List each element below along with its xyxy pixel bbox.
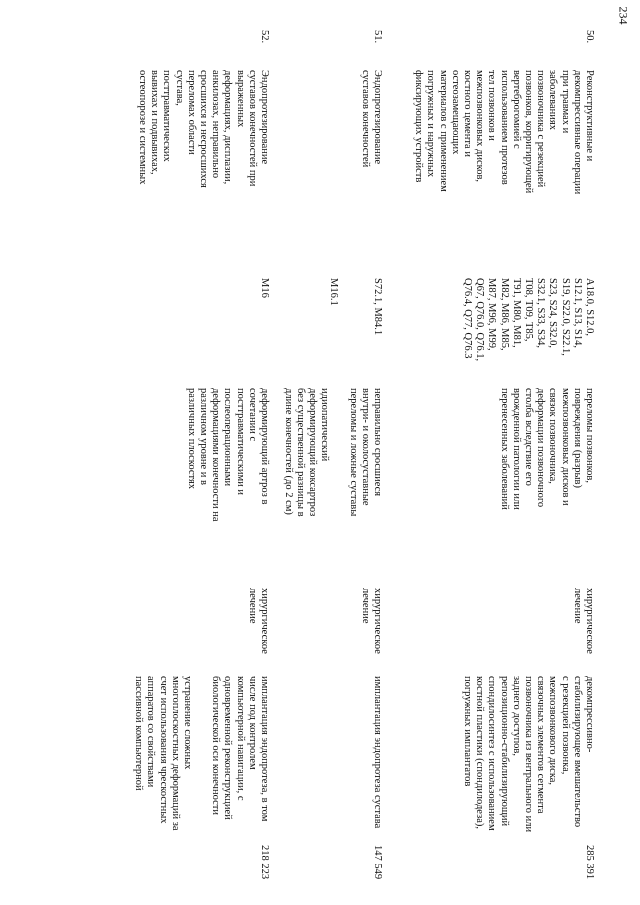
text-line: компьютерной навигации, с [234, 676, 246, 801]
text-line: остеозамещающих [449, 70, 461, 155]
text-line: использованием протезов [498, 70, 510, 185]
text-line: аппаратов со свойствами [145, 676, 157, 788]
patient-model [185, 388, 270, 578]
text-line: идиопатический [319, 388, 331, 462]
text-line: различном уровне и в [197, 388, 209, 485]
treatment-type [246, 588, 270, 668]
text-line: переломы и ложные суставы [347, 388, 359, 517]
text-line: межпозвонковых дисков и [559, 388, 571, 506]
row-number: 51. [372, 30, 383, 44]
text-line: деформации позвоночного [535, 388, 547, 508]
text-line: межпозвонковых дисков, [474, 70, 486, 183]
text-line: S72.1, M84.1 [372, 278, 383, 336]
standard-cost: 147 549 [372, 845, 383, 880]
row-number: 52. [259, 30, 270, 44]
text-line: заболеваниях [547, 70, 559, 130]
text-line: T08, T09, T85, [522, 278, 534, 342]
text-line: межпозвонкового диска, [547, 676, 559, 786]
text-line: пассивной компьютерной [133, 676, 145, 791]
text-line: суставов конечностей при [246, 70, 258, 187]
text-line: переломах области [185, 70, 197, 155]
text-line: A18.0, S12.0, [584, 278, 595, 337]
text-line: выраженных [234, 70, 246, 128]
treatment-method [371, 676, 383, 836]
text-line: при травмах и [559, 70, 571, 134]
text-line: M16 [259, 278, 270, 298]
treatment-method [132, 676, 270, 836]
text-line: длине конечностей (до 2 см) [282, 388, 294, 515]
text-line: различных плоскостях [185, 388, 197, 490]
row-number: 50. [584, 30, 595, 44]
patient-model [282, 388, 383, 578]
text-line: репозиционно-стабилизирующий [498, 676, 510, 827]
text-line: хирургическое [584, 588, 595, 654]
text-line: стабилизирующее вмешательство [571, 676, 583, 828]
text-line: счет использования чрескостных [157, 676, 169, 824]
text-line: M16.1 [327, 278, 339, 306]
text-line: декомпрессивно- [584, 676, 595, 753]
text-line: лечение [359, 588, 371, 624]
text-line: S19, S22.0, S22.1, [559, 278, 571, 356]
text-line: позвоночника из вентрального или [522, 676, 534, 833]
icd-codes [258, 278, 270, 383]
text-line: S12.1, S13, S14, [571, 278, 583, 349]
text-line: перенесенных заболеваний [498, 388, 510, 510]
text-line: костной пластики (спондилодеза), [474, 676, 486, 830]
text-line: Q76.4, Q77, Q76.3 [461, 278, 473, 359]
text-line: погружных имплантатов [461, 676, 473, 787]
text-line: заднего доступов, [510, 676, 522, 757]
text-line: костного цемента и [461, 70, 473, 157]
text-line: позвоночника с резекцией [535, 70, 547, 188]
text-line: переломы позвонков, [584, 388, 595, 483]
text-line: фиксирующих устройств [413, 70, 425, 183]
text-line: лечение [246, 588, 258, 624]
text-line: T91, M80, M81, [510, 278, 522, 348]
text-line: без существенной разницы в [294, 388, 306, 517]
standard-cost: 218 223 [259, 845, 270, 880]
text-line: посттравматических [161, 70, 173, 162]
text-line: сочетании с [246, 388, 258, 442]
text-line: S23, S24, S32.0, [547, 278, 559, 349]
text-line: сустава, [173, 70, 185, 106]
patient-model [497, 388, 595, 578]
text-line: остеопорозе и системных [136, 70, 148, 185]
text-line: послеоперационными [222, 388, 234, 487]
procedure-name [136, 70, 270, 260]
treatment-type [571, 588, 595, 668]
standard-cost: 285 391 [584, 845, 595, 880]
procedure-name [359, 70, 383, 260]
page-number: 234 [616, 6, 631, 25]
text-line: вывихах и подвывихах, [149, 70, 161, 175]
text-line: Реконструктивные и [584, 70, 595, 162]
text-line: посттравматическими и [234, 388, 246, 496]
text-line: деформирующий коксартроз [307, 388, 319, 517]
text-line: суставов конечностей [359, 70, 371, 168]
text-line: декомпрессивные операции [571, 70, 583, 195]
text-line: имплантация эндопротеза сустава [372, 676, 383, 829]
text-line: хирургическое [372, 588, 383, 654]
text-line: врожденной патологии или [510, 388, 522, 510]
text-line: устранение сложных [181, 676, 193, 770]
text-line: Q67, Q76.0, Q76.1, [474, 278, 486, 362]
text-line: Эндопротезирование [372, 70, 383, 165]
text-line: связочных элементов сегмента [535, 676, 547, 814]
text-line: S32.1, S33, S34, [535, 278, 547, 349]
rotated-table [0, 10, 615, 890]
text-line: неправильно сросшиеся [372, 388, 383, 497]
text-line: M82, M86, M85, [498, 278, 510, 351]
text-line: сросшихся и несросшихся [197, 70, 209, 188]
icd-codes [461, 278, 595, 383]
text-line: деформирующий артроз в [259, 388, 270, 505]
text-line: столба вследствие его [522, 388, 534, 486]
procedure-name [412, 70, 595, 260]
text-line: вертеброгомией с [510, 70, 522, 149]
text-line: лечение [571, 588, 583, 624]
text-line: биологической оси конечности [210, 676, 222, 815]
text-line: тел позвонков и [486, 70, 498, 141]
text-line: погружных и наружных [425, 70, 437, 178]
text-line: внутри- и околосуставные [359, 388, 371, 506]
text-line: имплантация эндопротеза, в том [259, 676, 270, 822]
text-line: повреждения (разрыв) [571, 388, 583, 489]
text-line: с резекцией позвонка, [559, 676, 571, 775]
text-line: хирургическое [259, 588, 270, 654]
text-line: M87, M96, M99, [486, 278, 498, 351]
text-line: материалов с применением [437, 70, 449, 192]
text-line: позвонков, корригирующей [522, 70, 534, 194]
text-line: числе под контролем [246, 676, 258, 770]
text-line: Эндопротезирование [259, 70, 270, 165]
text-line: многоплоскостных деформаций за [169, 676, 181, 831]
text-line: анкилозах, неправильно [210, 70, 222, 179]
text-line: одновременной реконструкцией [222, 676, 234, 820]
treatment-method [461, 676, 595, 836]
text-line: деформациях, дисплазии, [222, 70, 234, 185]
treatment-type [359, 588, 383, 668]
icd-codes [327, 278, 383, 383]
text-line: деформациями конечности на [210, 388, 222, 522]
text-line: связок позвоночника, [547, 388, 559, 484]
text-line: спондилосинтез с использованием [486, 676, 498, 831]
